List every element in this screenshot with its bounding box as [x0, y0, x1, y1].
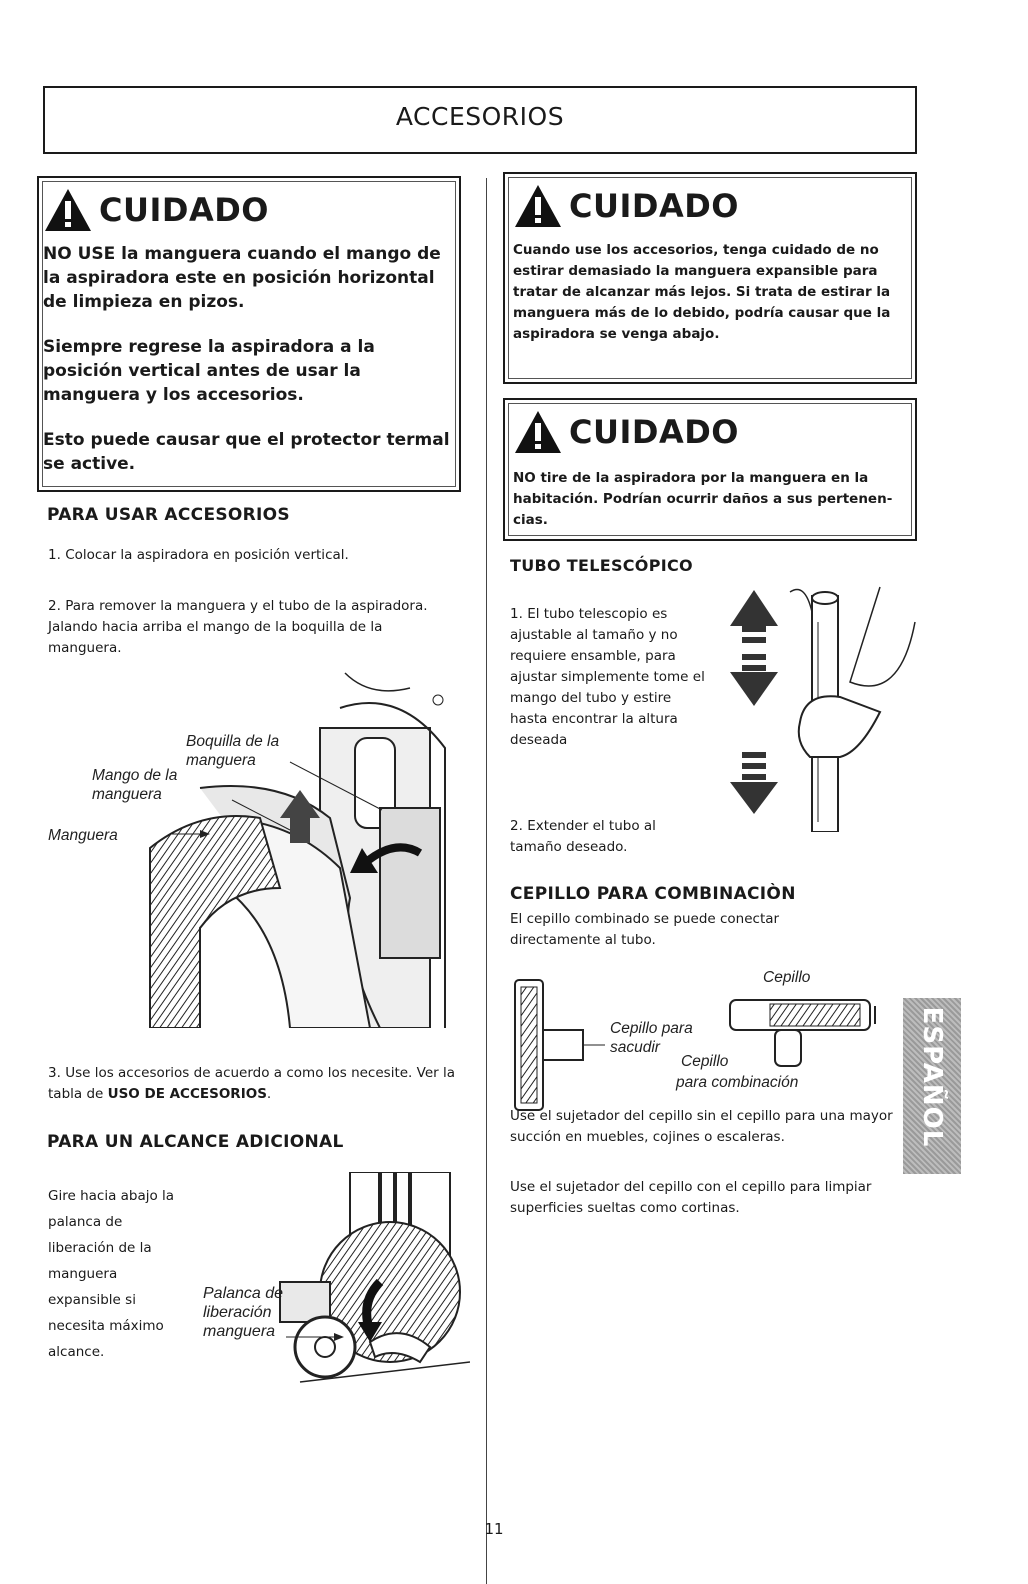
warning-text: Siempre regrese la aspiradora a la posición vertical antes de usar la manguera y los accesorios.: [43, 337, 375, 405]
callout-label: Cepillo para sacudir: [610, 1020, 693, 1056]
step-number: 1.: [48, 547, 61, 563]
warning-text: Cuando use los accesorios, tenga cuidado de no estirar demasiado la manguera expansible para tratar de alcanzar más lejos. Si trata de estirar la manguera más de lo debido, podría causar que la aspiradora se venga abajo.: [513, 242, 891, 342]
callout-leader-line: [286, 1325, 346, 1345]
step-number: 3.: [48, 1065, 61, 1081]
callout-label: Palanca de liberación manguera: [203, 1285, 284, 1340]
step-text: Para remover la manguera y el tubo de la aspiradora. Jalando hacia arriba el mango de la boquilla de la manguera.: [48, 598, 428, 656]
paragraph: Gire hacia abajo la palanca de liberación de la manguera expansible si necesita máximo alcance.: [48, 1188, 175, 1360]
warning-box-right-bottom: [503, 398, 917, 541]
callout-label: Cepillo: [681, 1053, 729, 1070]
warning-text: NO tire de la aspiradora por la manguera en la habitación. Podrían ocurrir daños a sus pertenen-cias.: [513, 470, 893, 528]
callout-leader-lines: [120, 760, 400, 850]
step-item: [510, 604, 710, 751]
step-text: El tubo telescopio es ajustable al tamaño y no requiere ensamble, para ajustar simplemente tome el mango del tubo y estire hasta encontrar la altura deseada: [510, 606, 705, 748]
step-text-bold: USO DE ACCESORIOS: [107, 1086, 267, 1102]
section-title: TUBO TELESCÓPICO: [510, 556, 693, 575]
warning-triangle-icon: [513, 409, 563, 455]
section-title: PARA USAR ACCESORIOS: [47, 505, 290, 525]
column-divider: [486, 178, 487, 1584]
warning-text: Esto puede causar que el protector termal se active.: [43, 430, 450, 474]
callout-label: Manguera: [48, 827, 118, 844]
warning-triangle-icon: [43, 187, 93, 233]
section-title: CEPILLO PARA COMBINACIÒN: [510, 884, 796, 904]
page-number: 11: [484, 1520, 504, 1538]
section-title: PARA UN ALCANCE ADICIONAL: [47, 1132, 344, 1152]
step-number: 2.: [48, 598, 61, 614]
warning-text: NO USE la manguera cuando el mango de la aspiradora este en posición horizontal de limpieza en pizos.: [43, 244, 441, 312]
warning-box-right-top: [503, 172, 917, 384]
step-text: Colocar la aspiradora en posición vertical.: [65, 547, 349, 563]
step-item: [48, 596, 453, 659]
warning-title: CUIDADO: [569, 413, 739, 451]
warning-triangle-icon: [513, 183, 563, 229]
dusting-brush-illustration: [505, 975, 615, 1125]
paragraph: Use el sujetador del cepillo sin el cepillo para una mayor succión en muebles, cojines o escaleras.: [510, 1108, 893, 1145]
warning-title: CUIDADO: [99, 191, 269, 229]
paragraph: El cepillo combinado se puede conectar directamente al tubo.: [510, 911, 780, 948]
callout-label: Cepillo: [763, 969, 811, 986]
step-text: Use los accesorios de acuerdo a como los necesite. Ver la tabla de: [48, 1065, 455, 1102]
step-item: [48, 1063, 468, 1105]
step-text: Extender el tubo al tamaño deseado.: [510, 818, 656, 855]
combination-brush-illustration: [725, 990, 885, 1070]
language-tab: [903, 998, 961, 1174]
callout-label: Boquilla de la manguera: [186, 733, 280, 769]
callout-label: para combinación: [676, 1074, 799, 1091]
step-number: 1.: [510, 606, 523, 622]
page-title: ACCESORIOS: [395, 102, 565, 131]
release-lever-illustration: [270, 1172, 470, 1387]
warning-title: CUIDADO: [569, 187, 739, 225]
step-item: [510, 816, 710, 858]
step-item: [48, 545, 458, 566]
warning-box-left: [37, 176, 461, 492]
telescopic-tube-illustration: [730, 582, 930, 832]
callout-label: Mango de la manguera: [92, 767, 178, 803]
step-text: .: [266, 1086, 272, 1102]
language-tab-label: ESPAÑOL: [917, 1006, 947, 1148]
step-number: 2.: [510, 818, 523, 834]
section-header: [43, 86, 917, 154]
paragraph: Use el sujetador del cepillo con el cepillo para limpiar superficies sueltas como cortinas.: [510, 1179, 872, 1216]
